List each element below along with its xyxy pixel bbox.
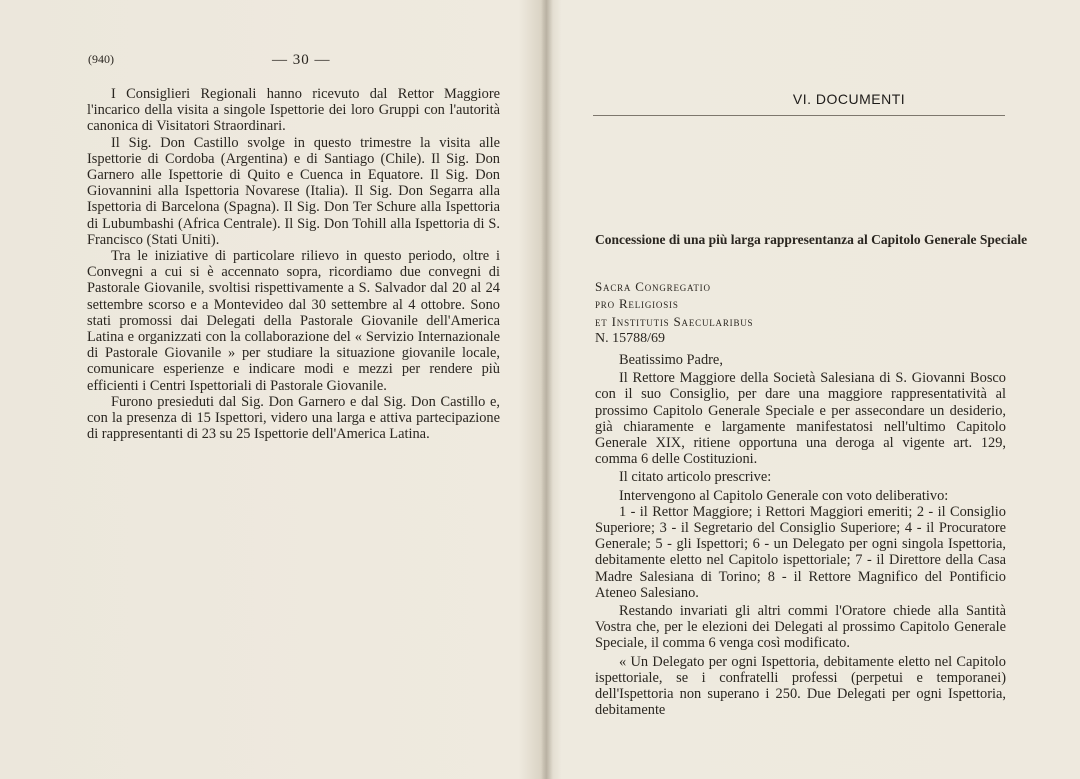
section-title: VI. DOCUMENTI: [792, 91, 906, 107]
page-number: — 30 —: [272, 52, 331, 68]
sender-line: et Institutis Saecularibus: [595, 313, 754, 329]
paragraph: Il Sig. Don Castillo svolge in questo trimestre la visita alle Ispettorie di Cordoba (Argentina) e di Santiago (Chile). Il Sig. Don Garnero alle Ispettorie di Quito e Cuenca in Equatore. Il Sig. Don Giovannini alla Ispettoria Novarese (Italia). Il Sig. Don Segarra alla Ispettoria di Barcelona (Spagna). Il Sig. Don Ter Schure alla Ispettoria di Lubumbashi (Africa Centrale). Il Sig. Don Tohill alla Ispettoria di S. Francisco (Stati Uniti).: [87, 134, 500, 248]
salutation: Beatissimo Padre,: [619, 352, 723, 368]
document-heading: [595, 232, 1028, 248]
letter-body: [595, 352, 1006, 718]
paragraph: « Un Delegato per ogni Ispettoria, debitamente eletto nel Capitolo ispettoriale, se i confratelli professi (perpetui e temporanei) dell'Ispettoria non superano i 250. Due Delegati per ogni Ispettoria, debitamente: [595, 653, 1006, 719]
paragraph: Il citato articolo prescrive:: [619, 469, 772, 486]
protocol-number: N. 15788/69: [595, 330, 665, 346]
paragraph: Intervengono al Capitolo Generale con voto deliberativo:: [619, 487, 949, 504]
page-code: (940): [88, 52, 114, 66]
sender-block: [595, 278, 753, 347]
section-header: [593, 91, 1005, 116]
paragraph: Tra le iniziative di particolare rilievo in questo periodo, oltre i Convegni a cui si è accennato sopra, ricordiamo due convegni di Pastorale Giovanile, svoltisi rispettivamente a S. Salvador dal 20 al 24 settembre scorso e a Montevideo dal 30 settembre al 4 ottobre. Sono stati promossi dai Delegati della Pastorale Giovanile dell'America Latina e organizzati con la collaborazione del « Servizio Internazionale di Pastorale Giovanile » per studiare la situazione giovanile locale, comunicare esperienze e indicare modi e mezzi per rendere più efficienti i Centri Ispettoriali di Pastorale Giovanile.: [87, 248, 500, 394]
paragraph: Il Rettore Maggiore della Società Salesiana di S. Giovanni Bosco con il suo Consiglio, per dare una maggiore rappresentatività al prossimo Capitolo Generale Speciale e per assecondare un desiderio, già chiaramente e largamente manifestatosi nell'ultimo Capitolo Generale XIX, ritiene opportuna una deroga al vigente art. 129, comma 6 delle Costituzioni.: [595, 370, 1006, 468]
paragraph: I Consiglieri Regionali hanno ricevuto dal Rettor Maggiore l'incarico della visita a singole Ispettorie dei loro Gruppi con l'autorità canonica di Visitatori Straordinari.: [87, 86, 500, 135]
sender-line: pro Religiosis: [595, 296, 679, 312]
left-body-text: [87, 86, 500, 442]
section-rule: [593, 115, 1005, 116]
sender-line: Sacra Congregatio: [595, 279, 711, 294]
paragraph: Restando invariati gli altri commi l'Oratore chiede alla Santità Vostra che, per le elezioni dei Delegati al prossimo Capitolo Generale Speciale, il comma 6 venga così modificato.: [595, 603, 1006, 652]
paragraph: 1 - il Rettor Maggiore; i Rettori Maggiori emeriti; 2 - il Consiglio Superiore; 3 - il Segretario del Consiglio Superiore; 4 - il Procuratore Generale; 5 - gli Ispettori; 6 - un Delegato per ogni singola Ispettoria, debitamente eletto nel Capitolo ispettoriale; 7 - il Direttore della Casa Madre Salesiana di Torino; 8 - il Rettore Magnifico del Pontificio Ateneo Salesiano.: [595, 503, 1006, 601]
paragraph: Furono presieduti dal Sig. Don Garnero e dal Sig. Don Castillo e, con la presenza di 15 Ispettori, videro una larga e attiva partecipazione di rappresentanti di 23 su 25 Ispettorie dell'America Latina.: [87, 393, 500, 443]
document-heading-text: Concessione di una più larga rappresentanza al Capitolo Generale Speciale: [595, 232, 1028, 247]
book-gutter: [541, 0, 553, 779]
right-page: [553, 0, 1080, 779]
